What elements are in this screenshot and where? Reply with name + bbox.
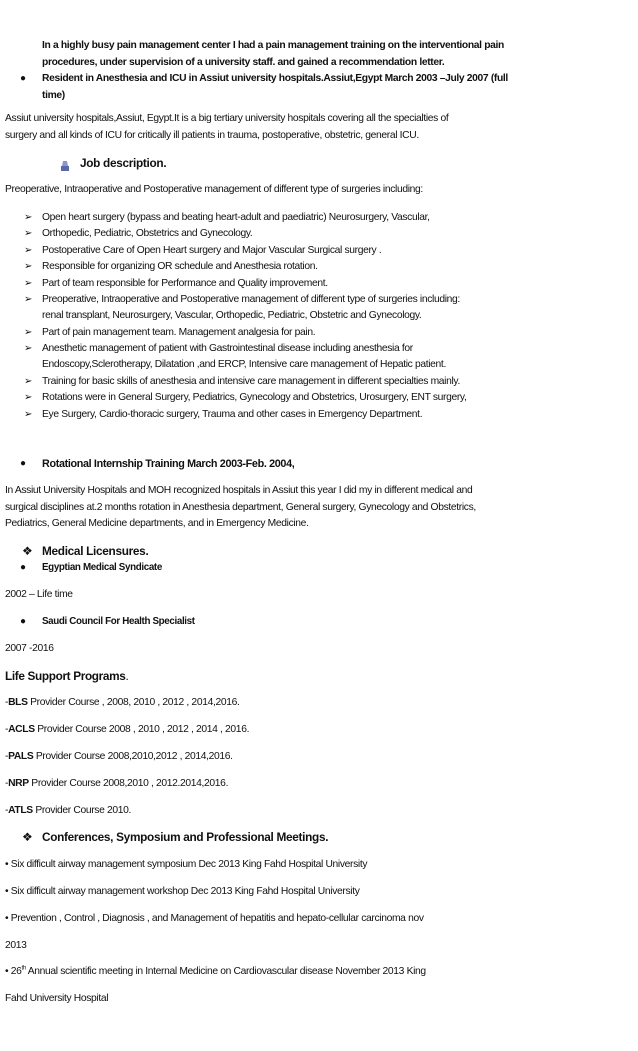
- job-item-continuation: renal transplant, Neurosurgery, Vascular, Orthopedic, Pediatric, Obstetric and Gynecology.: [42, 310, 422, 321]
- course-years: Provider Course 2008,2010 , 2012.2014,2016.: [28, 778, 229, 789]
- arrow-bullet-icon: ➢: [24, 245, 33, 256]
- life-support-heading: [5, 668, 128, 685]
- life-support-item: [5, 776, 228, 793]
- dash: -: [5, 724, 9, 735]
- life-support-item: [5, 803, 131, 820]
- job-item: Orthopedic, Pediatric, Obstetrics and Gynecology.: [42, 228, 253, 239]
- arrow-bullet-icon: ➢: [24, 343, 33, 354]
- job-item: Preoperative, Intraoperative and Postoperative management of different type of surgeries including:: [42, 294, 460, 305]
- conference-item-continuation: Fahd University Hospital: [5, 993, 109, 1004]
- conference-text: Annual scientific meeting in Internal Medicine on Cardiovascular disease November 2013 King: [25, 966, 426, 977]
- job-item: Part of pain management team. Management analgesia for pain.: [42, 327, 316, 338]
- bullet-dot: ●: [20, 73, 27, 84]
- bullet-dot: ●: [20, 562, 27, 573]
- residency-line-1: Resident in Anesthesia and ICU in Assiut university hospitals.Assiut,Egypt March 2003 –July 2007 (full: [42, 73, 508, 84]
- job-intro: Preoperative, Intraoperative and Postoperative management of different type of surgeries including:: [5, 184, 423, 195]
- job-item: Training for basic skills of anesthesia and intensive care management in different specialties mainly.: [42, 376, 460, 387]
- dash: -: [5, 751, 9, 762]
- life-support-heading-text: Life Support Programs: [5, 669, 126, 683]
- bullet-dot: ●: [20, 458, 27, 469]
- internship-line-1: In Assiut University Hospitals and MOH recognized hospitals in Assiut this year I did my in different medical and: [5, 485, 473, 496]
- course-abbr: ACLS: [8, 724, 35, 735]
- job-item: Eye Surgery, Cardio-thoracic surgery, Trauma and other cases in Emergency Department.: [42, 409, 423, 420]
- course-years: Provider Course 2008 , 2010 , 2012 , 2014 , 2016.: [34, 724, 250, 735]
- arrow-bullet-icon: ➢: [24, 409, 33, 420]
- syndicate-name: Egyptian Medical Syndicate: [42, 562, 162, 573]
- course-abbr: PALS: [8, 751, 34, 762]
- pain-training-line-2: procedures, under supervision of a university staff. and gained a recommendation letter.: [42, 57, 445, 68]
- job-description-heading: Job description.: [80, 156, 167, 170]
- job-item: Rotations were in General Surgery, Pediatrics, Gynecology and Obstetrics, Urosurgery, ENT surgery,: [42, 392, 467, 403]
- arrow-bullet-icon: ➢: [24, 376, 33, 387]
- conference-item: • Six difficult airway management symposium Dec 2013 King Fahd Hospital University: [5, 859, 368, 870]
- assiut-desc-line-2: surgery and all kinds of ICU for critically ill patients in trauma, postoperative, obstetric, general ICU.: [5, 130, 419, 141]
- arrow-bullet-icon: ➢: [24, 294, 33, 305]
- life-support-item: [5, 749, 233, 766]
- arrow-bullet-icon: ➢: [24, 327, 33, 338]
- syndicate-period: 2002 – Life time: [5, 589, 73, 600]
- diamond-bullet-icon: ❖: [22, 544, 33, 558]
- saudi-period: 2007 -2016: [5, 643, 54, 654]
- course-years: Provider Course , 2008, 2010 , 2012 , 2014,2016.: [27, 697, 240, 708]
- arrow-bullet-icon: ➢: [24, 278, 33, 289]
- job-item: Part of team responsible for Performance and Quality improvement.: [42, 278, 328, 289]
- arrow-bullet-icon: ➢: [24, 392, 33, 403]
- course-years: Provider Course 2010.: [32, 805, 132, 816]
- internship-heading: Rotational Internship Training March 2003-Feb. 2004,: [42, 458, 295, 470]
- job-item: Postoperative Care of Open Heart surgery and Major Vascular Surgical surgery .: [42, 245, 382, 256]
- bullet-dot: ●: [20, 616, 27, 627]
- course-abbr: BLS: [8, 697, 28, 708]
- arrow-bullet-icon: ➢: [24, 212, 33, 223]
- licensures-heading: Medical Licensures.: [42, 544, 149, 558]
- pain-training-line-1: In a highly busy pain management center I had a pain management training on the interventional pain: [42, 40, 504, 51]
- conference-item: • Prevention , Control , Diagnosis , and Management of hepatitis and hepato-cellular carcinoma nov: [5, 913, 424, 924]
- internship-line-3: Pediatrics, General Medicine departments, and in Emergency Medicine.: [5, 518, 309, 529]
- saudi-council-name: Saudi Council For Health Specialist: [42, 616, 195, 627]
- arrow-bullet-icon: ➢: [24, 228, 33, 239]
- course-years: Provider Course 2008,2010,2012 , 2014,2016.: [33, 751, 233, 762]
- course-abbr: NRP: [8, 778, 29, 789]
- internship-line-2: surgical disciplines at.2 months rotation in Anesthesia department, General surgery, Gynecology and Obstetrics,: [5, 502, 476, 513]
- ordinal-suffix: th: [21, 965, 26, 972]
- conference-item: • Six difficult airway management workshop Dec 2013 King Fahd Hospital University: [5, 886, 360, 897]
- residency-line-2: time): [42, 90, 65, 101]
- job-item: Responsible for organizing OR schedule and Anesthesia rotation.: [42, 261, 318, 272]
- job-item: Open heart surgery (bypass and beating heart-adult and paediatric) Neurosurgery, Vascular,: [42, 212, 430, 223]
- life-support-item: [5, 695, 239, 712]
- assiut-desc-line-1: Assiut university hospitals,Assiut, Egypt.It is a big tertiary university hospitals covering all the specialties of: [5, 113, 449, 124]
- conference-item-continuation: 2013: [5, 940, 27, 951]
- life-support-heading-punct: .: [125, 669, 129, 683]
- course-abbr: ATLS: [8, 805, 33, 816]
- dash: -: [5, 805, 9, 816]
- dash: -: [5, 697, 9, 708]
- dash: -: [5, 778, 9, 789]
- pen-icon: [60, 159, 70, 171]
- job-item: Anesthetic management of patient with Gastrointestinal disease including anesthesia for: [42, 343, 413, 354]
- life-support-item: [5, 722, 249, 739]
- conference-item: [5, 964, 426, 981]
- diamond-bullet-icon: ❖: [22, 830, 33, 844]
- conference-bullet-text: • 26: [5, 966, 22, 977]
- conferences-heading: Conferences, Symposium and Professional Meetings.: [42, 830, 329, 844]
- job-item-continuation: Endoscopy,Sclerotherapy, Dilatation ,and ERCP, Intensive care management of Hepatic patient.: [42, 359, 446, 370]
- arrow-bullet-icon: ➢: [24, 261, 33, 272]
